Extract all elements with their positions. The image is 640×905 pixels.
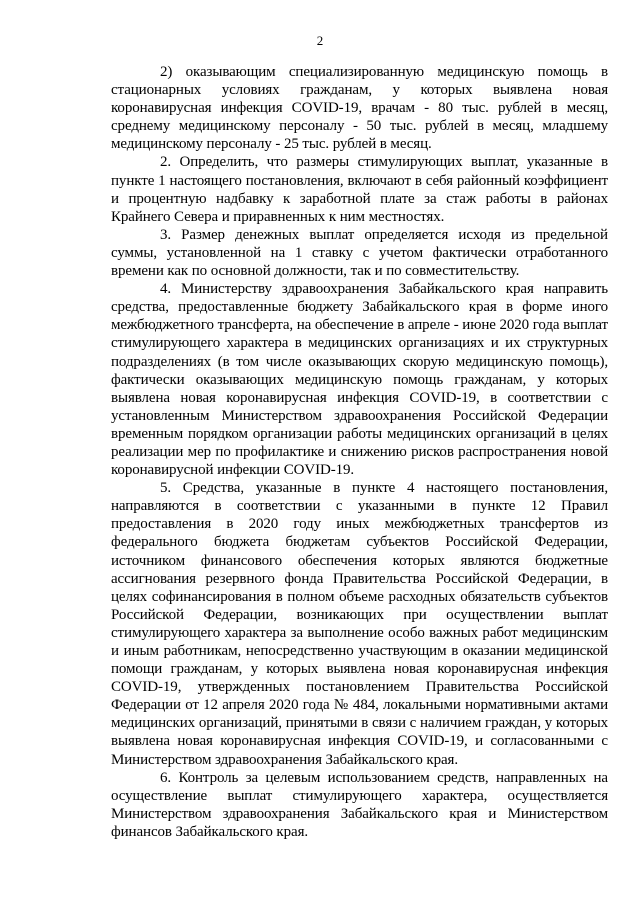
paragraph-3: 3. Размер денежных выплат определяется исходя из предельной суммы, установленной на 1 ставку с учетом фактически отработанного времени как по основной должности, так и по совместительству. [111, 226, 608, 280]
paragraph-2: 2. Определить, что размеры стимулирующих выплат, указанные в пункте 1 настоящего постановления, включают в себя районный коэффициент и процентную надбавку к заработной плате за стаж работы в районах Крайнего Севера и приравненных к ним местностях. [111, 154, 608, 225]
paragraph-6: 6. Контроль за целевым использованием средств, направленных на осуществление выплат стимулирующего характера, осуществляется Министерством здравоохранения Забайкальского края и Министерством финансов Забайкальского края. [111, 769, 608, 840]
page-number: 2 [316, 33, 324, 48]
paragraph-item-2: 2) оказывающим специализированную медицинскую помощь в стационарных условиях гражданам, у которых выявлена новая коронавирусная инфекция COVID-19, врачам - 80 тыс. рублей в месяц, среднему медицинскому персоналу - 50 тыс. рублей в месяц, младшему медицинскому персоналу - 25 тыс. рублей в месяц. [111, 64, 608, 153]
paragraph-4: 4. Министерству здравоохранения Забайкальского края направить средства, предоставленные бюджету Забайкальского края в форме иного межбюджетного трансферта, на обеспечение в апреле - июне 2020 года выплат стимулирующего характера в медицинских организациях и их структурных подразделениях (в том числе оказывающих скорую медицинскую помощь), фактически оказывающих медицинскую помощь гражданам, у которых выявлена новая коронавирусная инфекция COVID-19, в соответствии с установленным Министерством здравоохранения Российской Федерации временным порядком организации работы медицинских организаций в целях реализации мер по профилактике и снижению рисков распространения новой коронавирусной инфекции COVID-19. [111, 281, 608, 479]
document-body [111, 63, 608, 841]
paragraph-5: 5. Средства, указанные в пункте 4 настоящего постановления, направляются в соответствии с указанными в пункте 12 Правил предоставления в 2020 году иных межбюджетных трансфертов из федерального бюджета бюджетам субъектов Российской Федерации, источником финансового обеспечения которых являются бюджетные ассигнования резервного фонда Правительства Российской Федерации, в целях софинансирования в полном объеме расходных обязательств субъектов Российской Федерации, возникающих при осуществлении выплат стимулирующего характера за выполнение особо важных работ медицинским и иным работникам, непосредственно участвующим в оказании медицинской помощи гражданам, у которых выявлена новая коронавирусная инфекция COVID-19, утвержденных постановлением Правительства Российской Федерации от 12 апреля 2020 года № 484, локальными нормативными актами медицинских организаций, принятыми в связи с наличием граждан, у которых выявлена новая коронавирусная инфекция COVID-19, и согласованными с Министерством здравоохранения Забайкальского края. [111, 480, 608, 768]
